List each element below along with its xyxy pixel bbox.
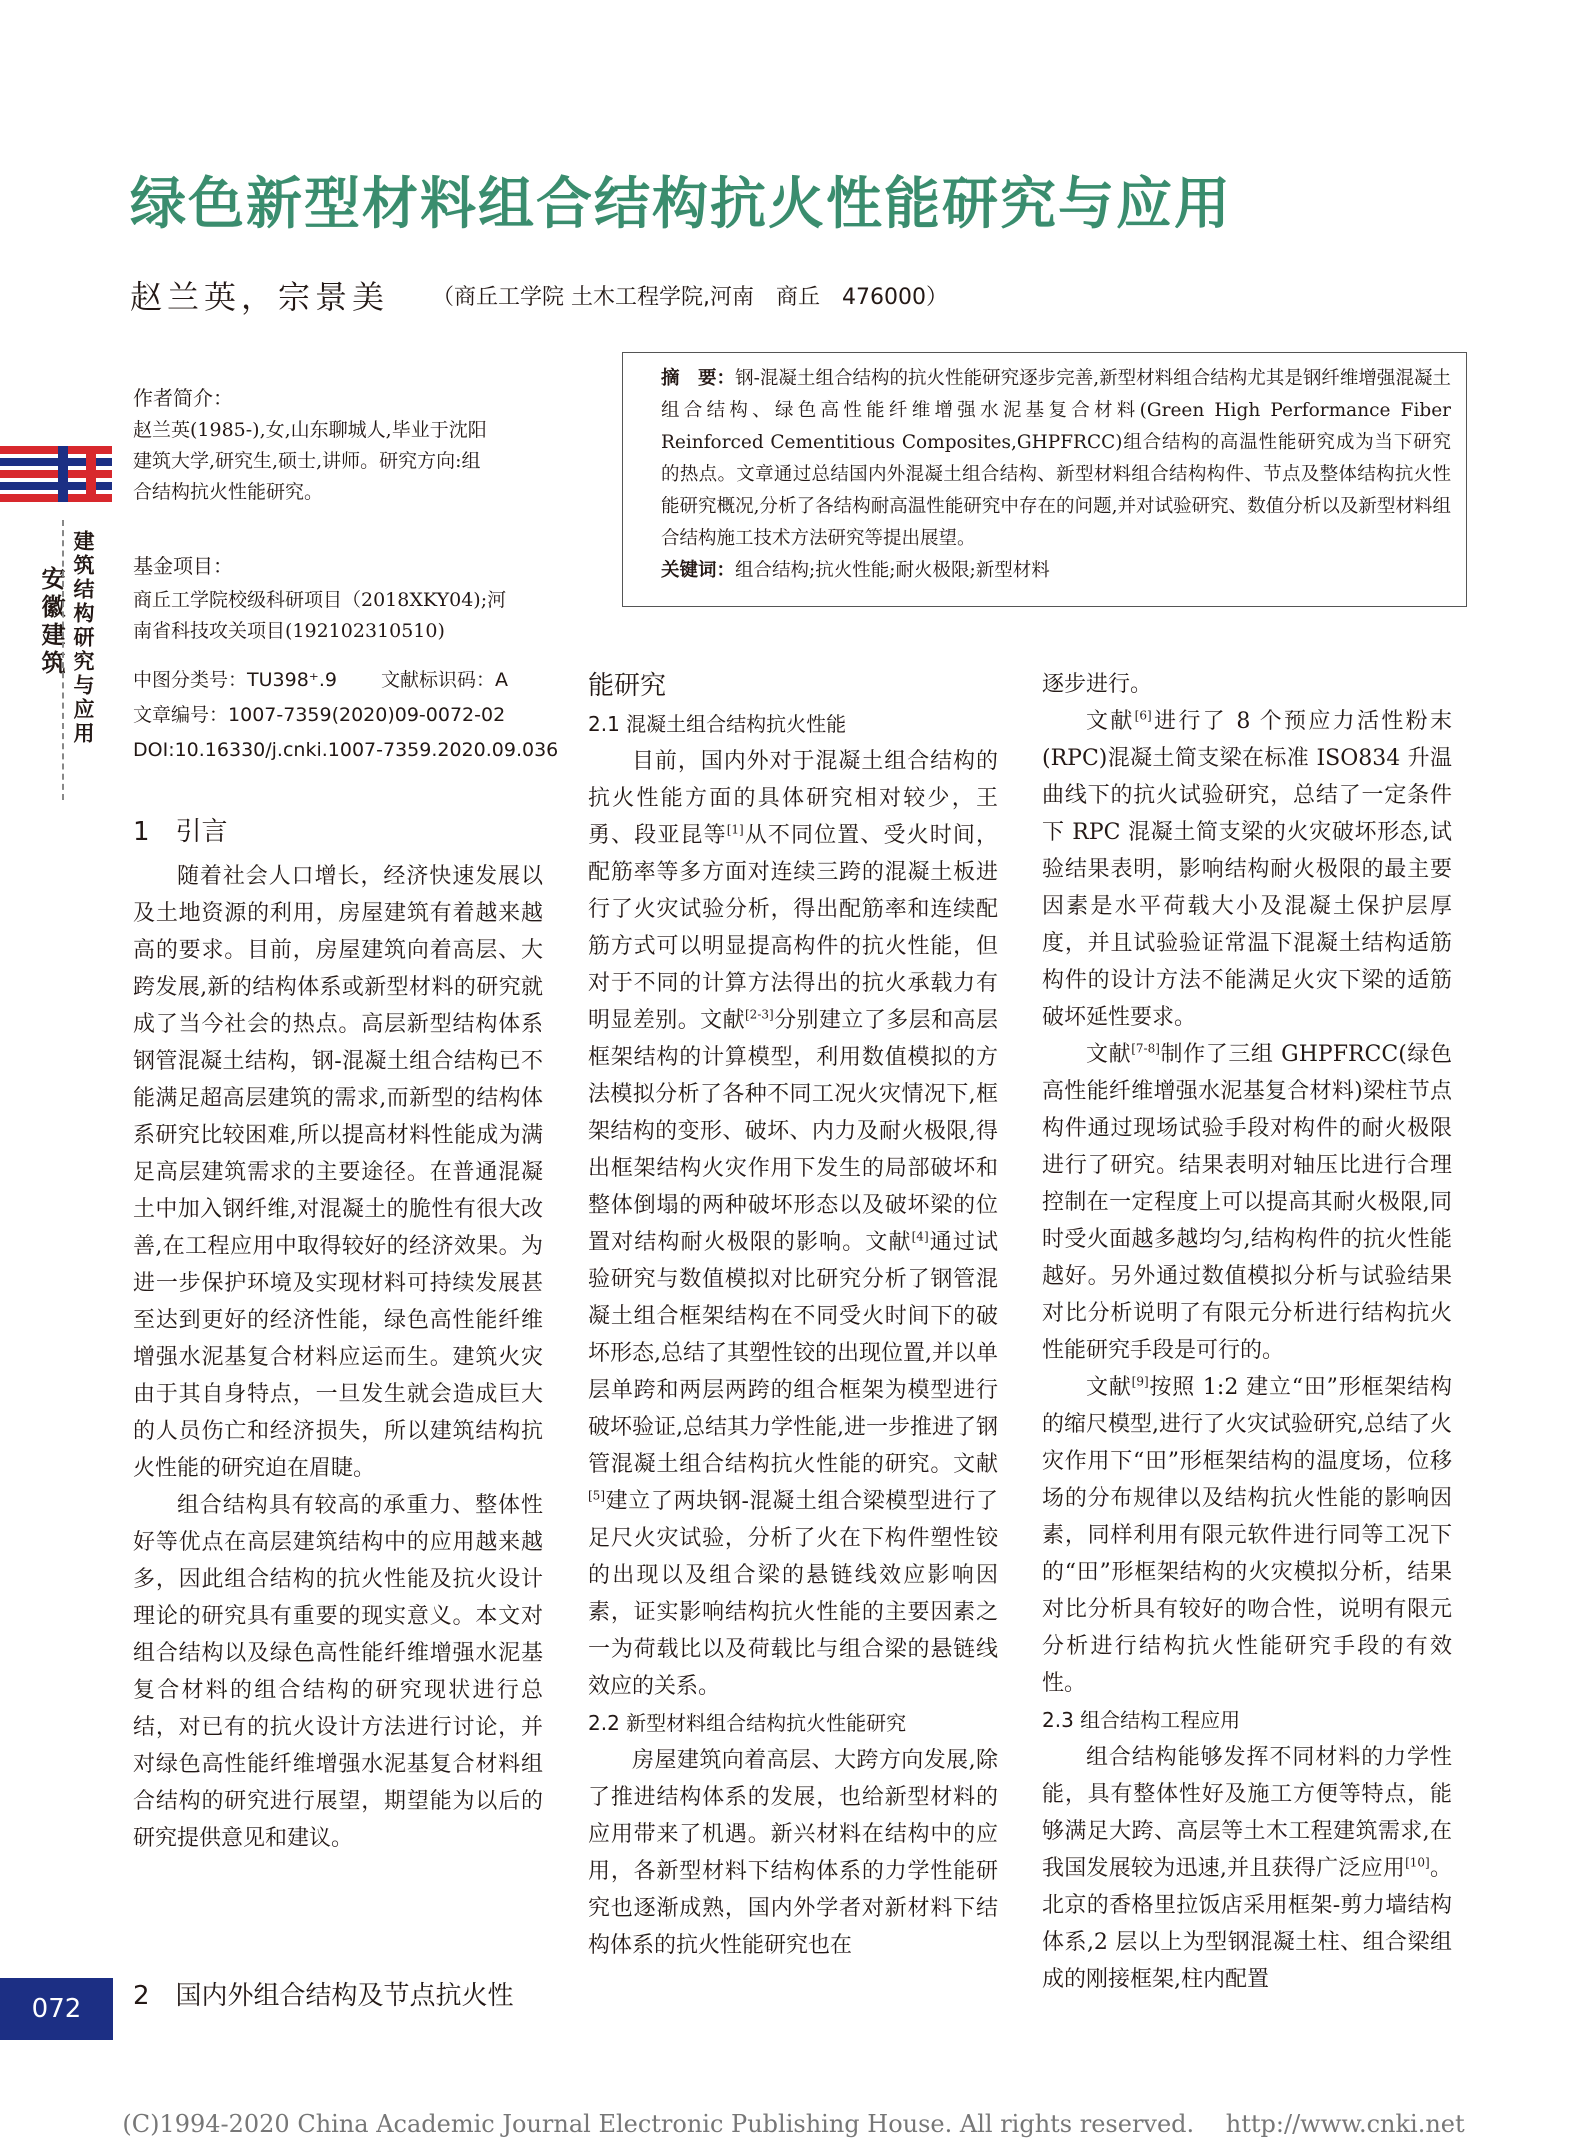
author-intro-line: 合结构抗火性能研究。	[133, 481, 324, 503]
citation: [10]	[1405, 1855, 1430, 1870]
paragraph: 逐步进行。	[1042, 672, 1153, 697]
doi-value: 10.16330/j.cnki.1007-7359.2020.09.036	[174, 739, 559, 761]
section-2-1-title: 2.1 混凝土组合结构抗火性能	[588, 712, 847, 736]
citation: [4]	[911, 1229, 929, 1244]
citation: [9]	[1131, 1374, 1149, 1389]
author-intro	[133, 382, 553, 508]
paragraph: 房屋建筑向着高层、大跨方向发展,除了推进结构体系的发展，也给新型材料的应用带来了机遇。新兴材料在结构中的应用，各新型材料下结构体系的力学性能研究也逐渐成熟，国内外学者对新材料下结构体系的抗火性能研究也在	[588, 1748, 998, 1958]
author-intro-heading: 作者简介：	[133, 386, 233, 410]
article-no-value: 1007-7359(2020)09-0072-02	[228, 704, 506, 726]
column-2	[588, 666, 998, 1964]
paragraph: 组合结构能够发挥不同材料的力学性能，具有整体性好及施工方便等特点，能够满足大跨、高层等土木工程建筑需求,在我国发展较为迅速,并且获得广泛应用[10]。北京的香格里拉饭店采用框架-剪力墙结构体系,2 层以上为型钢混凝土柱、组合梁组成的刚接框架,柱内配置	[1042, 1745, 1452, 1992]
citation: [7-8]	[1131, 1041, 1160, 1056]
journal-column-name: 建筑结构研究与应用	[71, 530, 95, 746]
abstract-box	[622, 352, 1467, 607]
classification-info	[133, 663, 558, 768]
abstract-label: 摘 要：	[661, 368, 736, 389]
article-title: 绿色新型材料组合结构抗火性能研究与应用	[130, 172, 1232, 237]
authors: 赵兰英，宗景美	[130, 278, 390, 316]
page-number: 072	[0, 1978, 113, 2040]
affiliation: （商丘工学院 土木工程学院,河南 商丘 476000）	[432, 285, 948, 310]
section-2-title-cont: 能研究	[588, 671, 667, 701]
author-intro-line: 赵兰英(1985-),女,山东聊城人,毕业于沈阳	[133, 419, 487, 441]
column-1-bottom	[133, 1970, 543, 2022]
clc-value: TU398⁺.9	[247, 669, 337, 691]
fund-info	[133, 550, 553, 647]
paragraph: 目前，国内外对于混凝土组合结构的抗火性能方面的具体研究相对较少，王勇、段亚昆等[1]从不同位置、受火时间，配筋率等多方面对连续三跨的混凝土板进行了火灾试验分析，得出配筋率和连续配筋方式可以明显提高构件的抗火性能，但对于不同的计算方法得出的抗火承载力有明显差别。文献[2-3]分别建立了多层和高层框架结构的计算模型，利用数值模拟的方法模拟分析了各种不同工况火灾情况下,框架结构的变形、破坏、内力及耐火极限,得出框架结构火灾作用下发生的局部破坏和整体倒塌的两种破坏形态以及破坏梁的位置对结构耐火极限的影响。文献[4]通过试验研究与数值模拟对比研究分析了钢管混凝土组合框架结构在不同受火时间下的破坏形态,总结了其塑性铰的出现位置,并以单层单跨和两层两跨的组合框架为模型进行破坏验证,总结其力学性能,进一步推进了钢管混凝土组合结构抗火性能的研究。文献[5]建立了两块钢-混凝土组合梁模型进行了足尺火灾试验，分析了火在下构件塑性铰的出现以及组合梁的悬链线效应影响因素，证实影响结构抗火性能的主要因素之一为荷载比以及荷载比与组合梁的悬链线效应的关系。	[588, 749, 998, 1699]
paragraph: 文献[6]进行了 8 个预应力活性粉末(RPC)混凝土简支梁在标准 ISO834 升温曲线下的抗火试验研究，总结了一定条件下 RPC 混凝土简支梁的火灾破坏形态,试验结果表明，影响结构耐火极限的最主要因素是水平荷载大小及混凝土保护层厚度，并且试验验证常温下混凝土结构适筋构件的设计方法不能满足火灾下梁的适筋破坏延性要求。	[1042, 708, 1452, 1030]
sidebar-divider	[62, 520, 64, 800]
paragraph: 随着社会人口增长，经济快速发展以及土地资源的利用，房屋建筑有着越来越高的要求。目前，房屋建筑向着高层、大跨发展,新的结构体系或新型材料的研究就成了当今社会的热点。高层新型结构体系钢管混凝土结构，钢-混凝土组合结构已不能满足超高层建筑的需求,而新型的结构体系研究比较困难,所以提高材料性能成为满足高层建筑需求的主要途径。在普通混凝土中加入钢纤维,对混凝土的脆性有很大改善,在工程应用中取得较好的经济效果。为进一步保护环境及实现材料可持续发展甚至达到更好的经济性能，绿色高性能纤维增强水泥基复合材料应运而生。建筑火灾由于其自身特点，一旦发生就会造成巨大的人员伤亡和经济损失，所以建筑结构抗火性能的研究迫在眉睫。	[133, 864, 543, 1481]
section-2-2-title: 2.2 新型材料组合结构抗火性能研究	[588, 1711, 907, 1735]
copyright-footer: (C)1994-2020 China Academic Journal Electronic Publishing House. All rights reserved. http://www.cnki.net	[122, 2110, 1465, 2138]
paragraph: 文献[7-8]制作了三组 GHPFRCC(绿色高性能纤维增强水泥基复合材料)梁柱节点构件通过现场试验手段对构件的耐火极限进行了研究。结果表明对轴压比进行合理控制在一定程度上可以提高其耐火极限,同时受火面越多越均匀,结构构件的抗火性能越好。另外通过数值模拟分析与试验结果对比分析说明了有限元分析进行结构抗火性能研究手段是可行的。	[1042, 1041, 1452, 1363]
journal-name: 安徽建筑	[37, 566, 65, 678]
doi-label: DOI:	[133, 739, 175, 761]
keywords: 组合结构;抗火性能;耐火极限;新型材料	[735, 560, 1050, 581]
citation: [5]	[588, 1488, 605, 1503]
fund-heading: 基金项目：	[133, 554, 233, 578]
abstract-text: 钢-混凝土组合结构的抗火性能研究逐步完善,新型材料组合结构尤其是钢纤维增强混凝土组合结构、绿色高性能纤维增强水泥基复合材料(Green High Performance Fiber Reinforced Cementitious Composites,GHPFRCC)组合结构的高温性能研究成为当下研究的热点。文章通过总结国内外混凝土组合结构、新型材料组合结构构件、节点及整体结构抗火性能研究概况,分析了各结构耐高温性能研究中存在的问题,并对试验研究、数值分析以及新型材料组合结构施工技术方法研究等提出展望。	[661, 368, 1451, 549]
fund-line: 商丘工学院校级科研项目（2018XKY04);河	[133, 589, 507, 611]
section-2-3-title: 2.3 组合结构工程应用	[1042, 1708, 1241, 1732]
citation: [6]	[1134, 708, 1152, 723]
doc-label: 文献标识码：	[380, 669, 495, 691]
fund-line: 南省科技攻关项目(192102310510)	[133, 620, 445, 642]
paragraph: 文献[9]按照 1:2 建立“田”形框架结构的缩尺模型,进行了火灾试验研究,总结了火灾作用下“田”形框架结构的温度场，位移场的分布规律以及结构抗火性能的影响因素，同样利用有限元软件进行同等工况下的“田”形框架结构的火灾模拟分析，结果对比分析具有较好的吻合性，说明有限元分析进行结构抗火性能研究手段的有效性。	[1042, 1374, 1452, 1696]
column-3	[1042, 666, 1452, 1998]
doc-value: A	[494, 669, 508, 691]
citation: [2-3]	[745, 1007, 774, 1022]
journal-logo	[0, 446, 112, 502]
section-2-title: 2 国内外组合结构及节点抗火性	[133, 1981, 514, 2011]
article-no-label: 文章编号：	[133, 704, 229, 726]
column-1	[133, 806, 543, 1857]
section-1-title: 1 引言	[133, 817, 228, 847]
author-intro-line: 建筑大学,研究生,硕士,讲师。研究方向:组	[133, 450, 481, 472]
citation: [1]	[726, 822, 744, 837]
keywords-label: 关键词：	[661, 560, 736, 581]
clc-label: 中图分类号：	[133, 669, 248, 691]
paragraph: 组合结构具有较高的承重力、整体性好等优点在高层建筑结构中的应用越来越多，因此组合结构的抗火性能及抗火设计理论的研究具有重要的现实意义。本文对组合结构以及绿色高性能纤维增强水泥基复合材料的组合结构的研究现状进行总结，对已有的抗火设计方法进行讨论，并对绿色高性能纤维增强水泥基复合材料组合结构的研究进行展望，期望能为以后的研究提供意见和建议。	[133, 1493, 543, 1851]
